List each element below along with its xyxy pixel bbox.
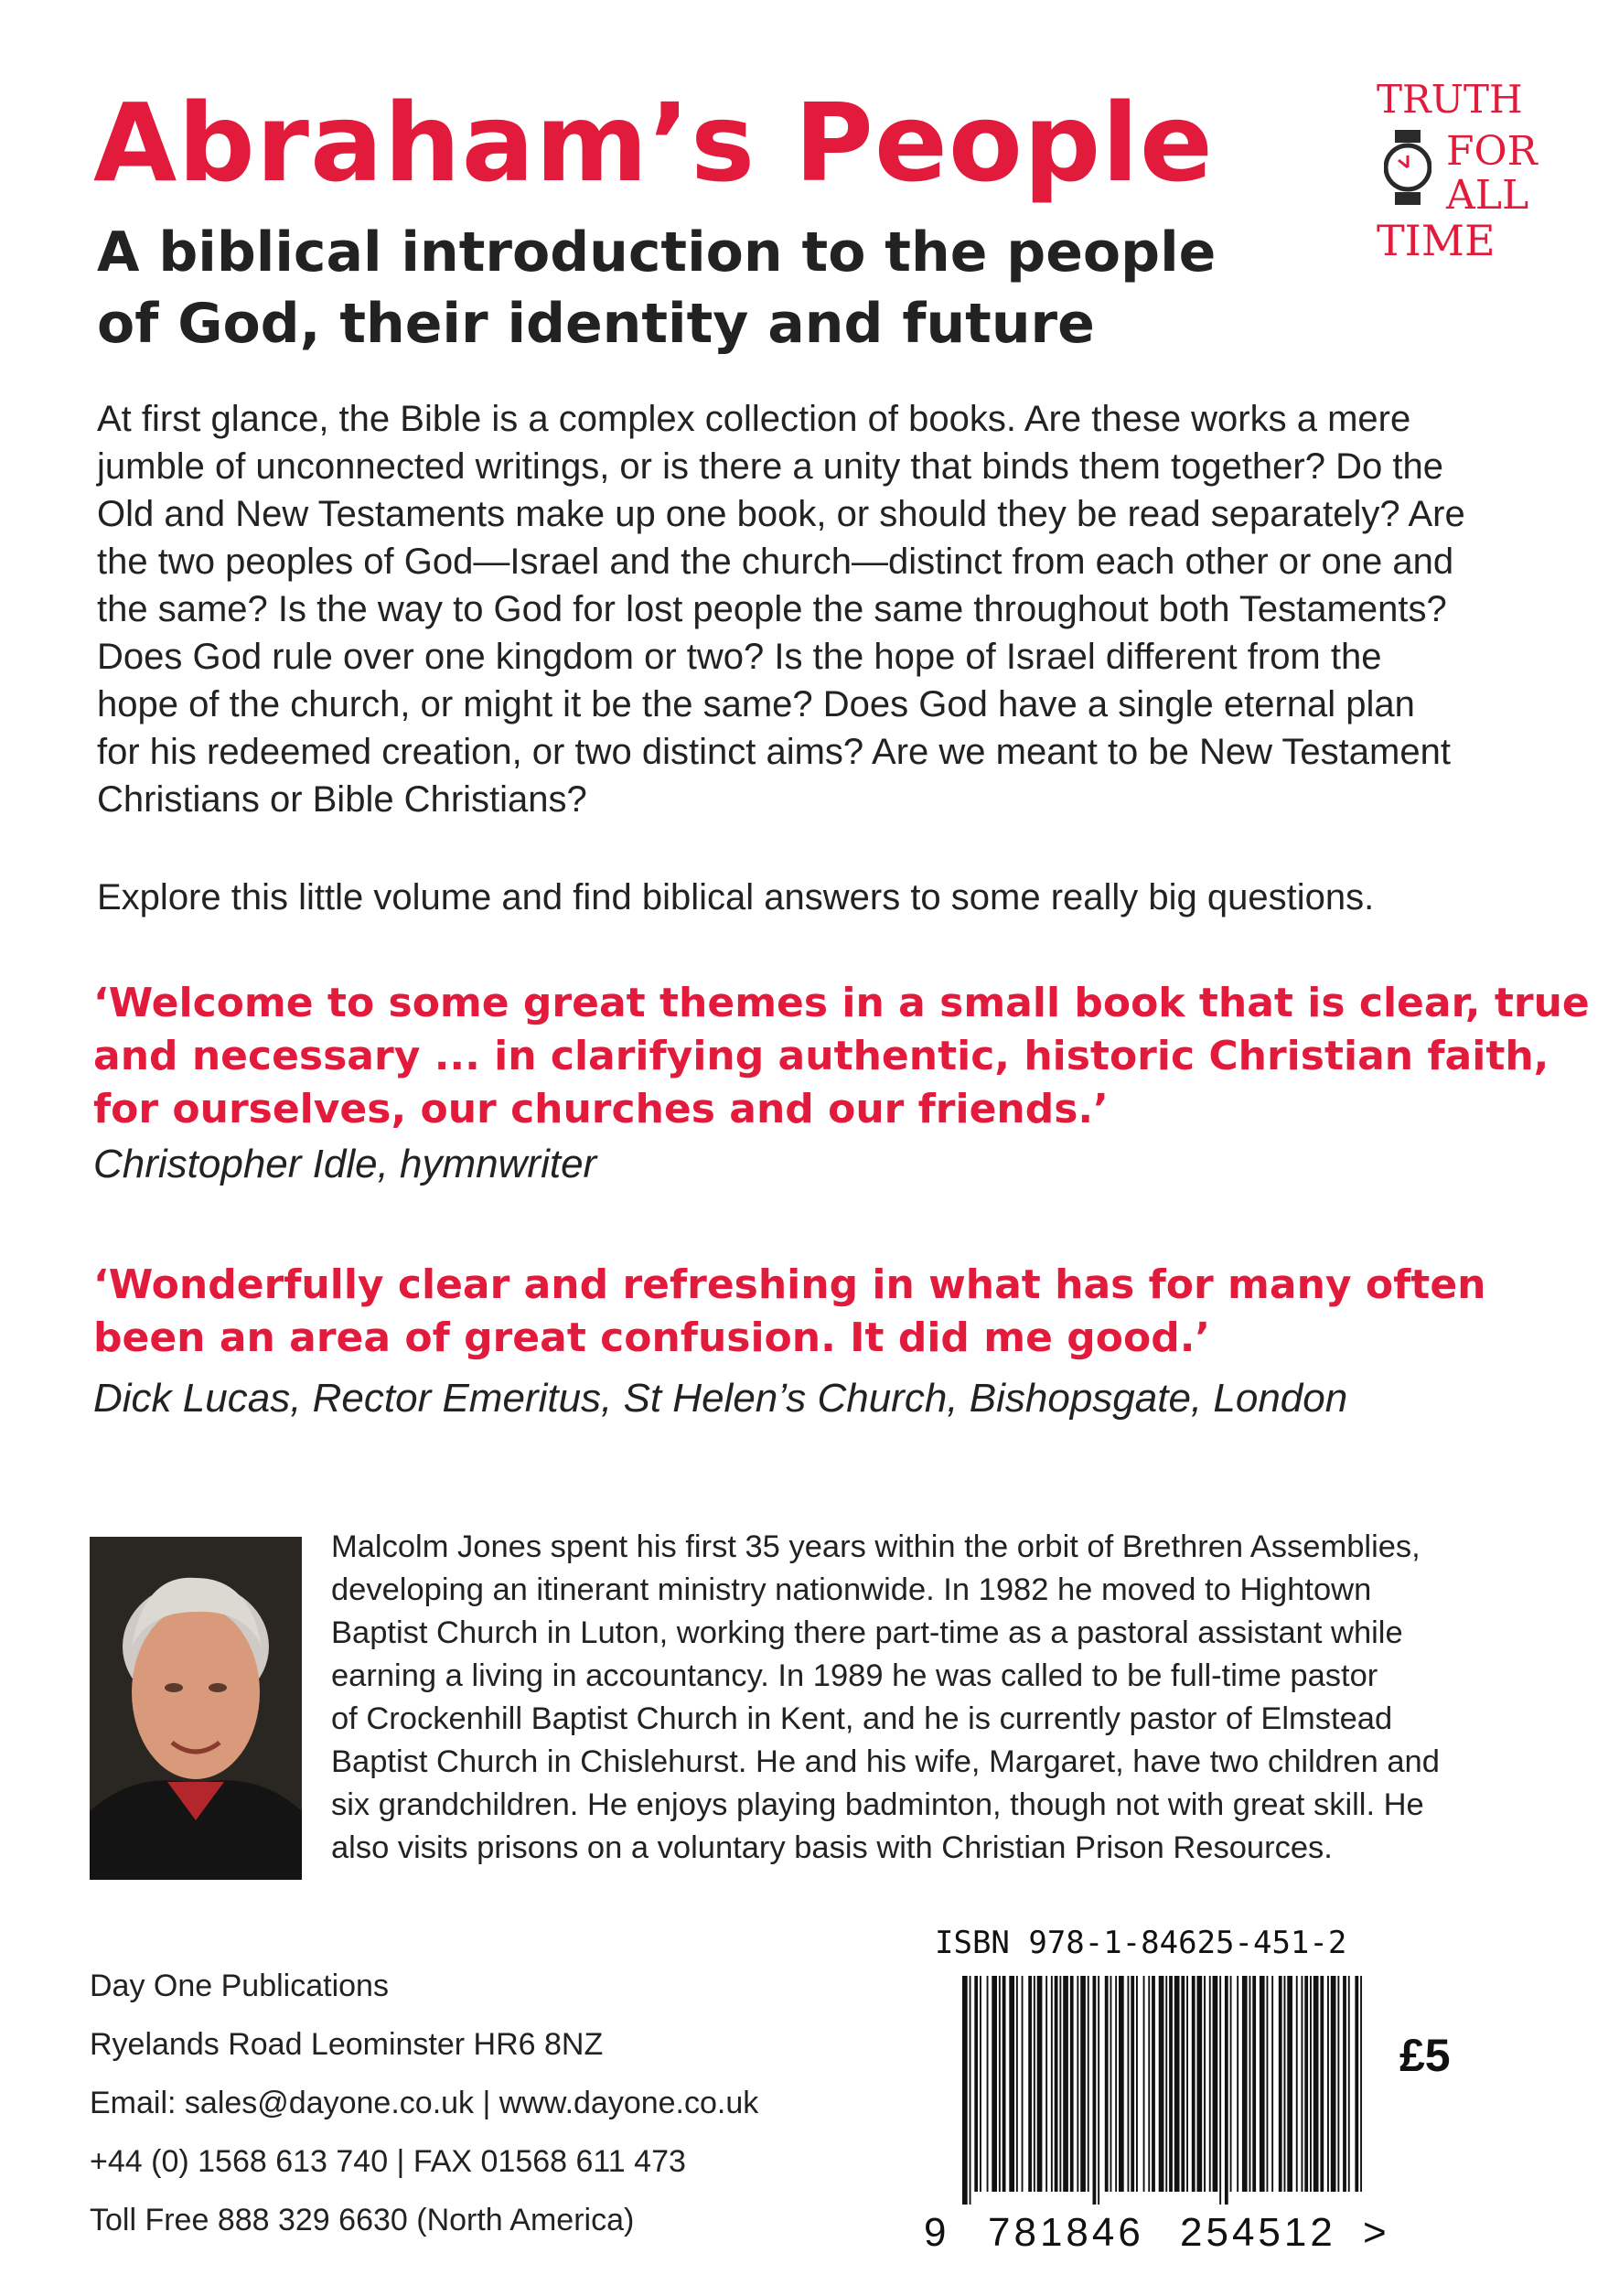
book-title: Abraham’s People (93, 80, 1214, 206)
description (97, 395, 1551, 823)
quote-1-line: and necessary ... in clarifying authentic, historic Christian faith, (93, 1033, 1549, 1079)
description-line: At first glance, the Bible is a complex collection of books. Are these works a mere (97, 399, 1411, 439)
subtitle-line-1: A biblical introduction to the people (97, 220, 1217, 284)
barcode-digit-prefix: 9 (924, 2210, 947, 2255)
description-line: the two peoples of God—Israel and the church—distinct from each other or one and (97, 542, 1454, 582)
publisher-address: Ryelands Road Leominster HR6 8NZ (90, 2027, 604, 2062)
quote-1 (93, 977, 1590, 1136)
series-logo (1377, 77, 1550, 265)
price: £5 (1399, 2030, 1451, 2081)
quote-1-line: ‘Welcome to some great themes in a small book that is clear, true (93, 980, 1590, 1026)
bio-line: also visits prisons on a voluntary basis with Christian Prison Resources. (331, 1830, 1333, 1865)
logo-line-all: ALL (1446, 172, 1529, 219)
isbn-label: ISBN 978-1-84625-451-2 (935, 1925, 1347, 1961)
bio-line: Baptist Church in Luton, working there part-time as a pastoral assistant while (331, 1615, 1403, 1650)
bio-line: six grandchildren. He enjoys playing badminton, though not with great skill. He (331, 1787, 1424, 1822)
quote-2-attribution: Dick Lucas, Rector Emeritus, St Helen’s Church, Bishopsgate, London (93, 1376, 1348, 1421)
description-line: Old and New Testaments make up one book, or should they be read separately? Are (97, 494, 1465, 534)
quote-2-line: ‘Wonderfully clear and refreshing in what has for many often (93, 1261, 1486, 1308)
author-bio (331, 1526, 1440, 1870)
bio-line: Baptist Church in Chislehurst. He and his wife, Margaret, have two children and (331, 1744, 1440, 1779)
quote-1-line: for ourselves, our churches and our friends.’ (93, 1086, 1109, 1132)
publisher-tollfree: Toll Free 888 329 6630 (North America) (90, 2203, 635, 2237)
description-line: the same? Is the way to God for lost people the same throughout both Testaments? (97, 589, 1447, 629)
watch-icon (1384, 130, 1431, 205)
publisher-email-web: Email: sales@dayone.co.uk | www.dayone.co.uk (90, 2086, 759, 2120)
logo-line-truth: TRUTH (1377, 77, 1523, 122)
quote-2-line: been an area of great confusion. It did me good.’ (93, 1314, 1211, 1361)
logo-line-time: TIME (1377, 216, 1496, 265)
barcode-image (960, 1976, 1363, 2205)
barcode-digits-left: 781846 (988, 2210, 1144, 2255)
author-portrait-image (90, 1537, 302, 1880)
publisher-name: Day One Publications (90, 1969, 389, 2003)
explore-line: Explore this little volume and find biblical answers to some really big questions. (97, 877, 1375, 917)
author-photo (90, 1537, 302, 1880)
logo-line-for: FOR (1446, 128, 1538, 175)
bio-line: Malcolm Jones spent his first 35 years within the orbit of Brethren Assemblies, (331, 1529, 1421, 1564)
subtitle-line-2: of God, their identity and future (97, 292, 1095, 356)
bio-line: of Crockenhill Baptist Church in Kent, and he is currently pastor of Elmstead (331, 1701, 1393, 1736)
description-line: Does God rule over one kingdom or two? Is the hope of Israel different from the (97, 637, 1382, 677)
barcode-end-marker: > (1363, 2210, 1387, 2255)
description-line: hope of the church, or might it be the same? Does God have a single eternal plan (97, 684, 1415, 724)
bio-line: earning a living in accountancy. In 1989 he was called to be full-time pastor (331, 1658, 1378, 1693)
description-line: for his redeemed creation, or two distinct aims? Are we meant to be New Testament (97, 732, 1451, 772)
barcode-digits-right: 254512 (1180, 2210, 1336, 2255)
quote-2 (93, 1259, 1486, 1365)
description-line: jumble of unconnected writings, or is there a unity that binds them together? Do the (97, 446, 1443, 487)
quote-1-attribution: Christopher Idle, hymnwriter (93, 1142, 597, 1186)
description-line: Christians or Bible Christians? (97, 779, 587, 820)
bio-line: developing an itinerant ministry nationwide. In 1982 he moved to Hightown (331, 1572, 1372, 1607)
publisher-phone-fax: +44 (0) 1568 613 740 | FAX 01568 611 473 (90, 2144, 686, 2179)
